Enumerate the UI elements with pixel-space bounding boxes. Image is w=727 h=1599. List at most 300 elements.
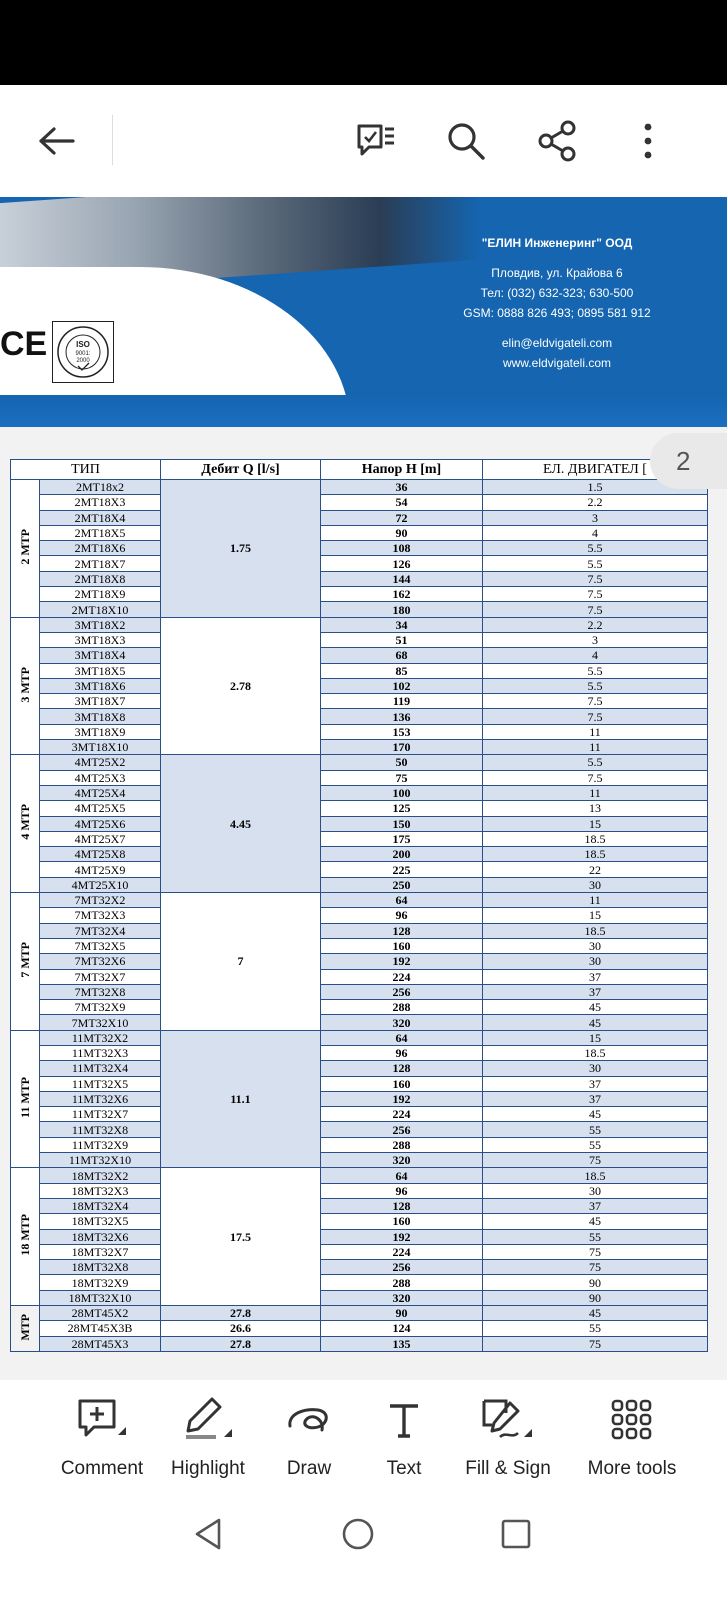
table-row [11,1168,708,1183]
motor-cell: 5.5 [483,755,708,770]
head-cell: 224 [321,969,483,984]
svg-text:2000: 2000 [76,358,90,364]
table-row [11,648,708,663]
table-row [11,1183,708,1198]
head-cell: 90 [321,1306,483,1321]
top-toolbar [0,85,727,197]
vertical-dots-icon[interactable] [630,115,666,167]
head-cell: 64 [321,1030,483,1045]
company-gsm: GSM: 0888 826 493; 0895 581 912 [463,306,651,320]
table-row [11,755,708,770]
more-tools-label: More tools [587,1458,677,1479]
flow-cell: 11.1 [161,1030,321,1168]
motor-cell: 45 [483,1306,708,1321]
type-cell: 2MT18X4 [40,510,161,525]
flow-cell: 2.78 [161,617,321,755]
head-cell: 128 [321,1061,483,1076]
arrow-left-icon[interactable] [30,115,82,167]
company-address: Пловдив, ул. Крайова 6 [491,266,623,280]
type-cell: 11MT32X4 [40,1061,161,1076]
table-row [11,1290,708,1305]
motor-cell: 30 [483,938,708,953]
series-label [11,1306,40,1352]
head-cell: 225 [321,862,483,877]
table-row [11,495,708,510]
head-cell: 96 [321,1183,483,1198]
series-label-text: 4 MTP [18,804,32,841]
head-cell: 256 [321,1122,483,1137]
head-cell: 136 [321,709,483,724]
type-cell: 18MT32X9 [40,1275,161,1290]
type-cell: 2MT18X3 [40,495,161,510]
motor-cell: 3 [483,632,708,647]
table-row [11,587,708,602]
table-row [11,1076,708,1091]
motor-cell: 55 [483,1321,708,1336]
table-row [11,1336,708,1351]
ce-mark: CE [0,325,48,363]
table-row [11,556,708,571]
type-cell: 18MT32X10 [40,1290,161,1305]
head-cell: 224 [321,1107,483,1122]
bottom-tools-bar [0,1380,727,1500]
type-cell: 2MT18x2 [40,480,161,495]
type-cell: 18MT32X4 [40,1198,161,1213]
head-cell: 153 [321,724,483,739]
type-cell: 11MT32X5 [40,1076,161,1091]
document-header-banner [0,197,727,427]
type-cell: 11MT32X3 [40,1045,161,1060]
motor-cell: 45 [483,1214,708,1229]
head-cell: 125 [321,801,483,816]
type-cell: 28MT45X3B [40,1321,161,1336]
type-cell: 3MT18X7 [40,694,161,709]
motor-cell: 37 [483,984,708,999]
type-cell: 11MT32X6 [40,1091,161,1106]
head-cell: 126 [321,556,483,571]
table-row [11,740,708,755]
motor-cell: 30 [483,954,708,969]
motor-cell: 11 [483,785,708,800]
text-t-icon [348,1390,460,1450]
table-row [11,1091,708,1106]
nav-home-icon[interactable] [336,1512,380,1556]
type-cell: 7MT32X7 [40,969,161,984]
toolbar-divider [112,115,113,165]
series-label [11,1030,40,1168]
head-cell: 85 [321,663,483,678]
grid-dots-icon [566,1390,698,1450]
type-cell: 2MT18X5 [40,525,161,540]
type-cell: 11MT32X2 [40,1030,161,1045]
type-cell: 7MT32X5 [40,938,161,953]
table-row [11,984,708,999]
motor-cell: 7.5 [483,587,708,602]
type-cell: 4MT25X3 [40,770,161,785]
table-row [11,480,708,495]
motor-cell: 37 [483,1198,708,1213]
head-cell: 192 [321,954,483,969]
head-cell: 160 [321,938,483,953]
table-row [11,1045,708,1060]
motor-cell: 5.5 [483,678,708,693]
series-label-text: MTP [18,1313,32,1341]
flow-cell: 27.8 [161,1306,321,1321]
flow-cell: 4.45 [161,755,321,893]
head-cell: 288 [321,1137,483,1152]
type-cell: 7MT32X3 [40,908,161,923]
type-cell: 11MT32X10 [40,1153,161,1168]
series-label [11,755,40,893]
motor-cell: 5.5 [483,556,708,571]
motor-cell: 18.5 [483,923,708,938]
pdf-viewport[interactable] [0,197,727,1380]
motor-cell: 75 [483,1153,708,1168]
type-cell: 7MT32X2 [40,893,161,908]
table-row [11,1107,708,1122]
table-row [11,617,708,632]
type-cell: 4MT25X4 [40,785,161,800]
pump-spec-table [10,459,708,1352]
text-tool[interactable] [348,1390,460,1480]
motor-cell: 45 [483,1000,708,1015]
head-cell: 36 [321,480,483,495]
motor-cell: 11 [483,740,708,755]
head-cell: 175 [321,831,483,846]
motor-cell: 90 [483,1290,708,1305]
motor-cell: 18.5 [483,847,708,862]
head-cell: 224 [321,1244,483,1259]
head-cell: 51 [321,632,483,647]
fill-sign-tool-label: Fill & Sign [465,1458,551,1479]
head-cell: 68 [321,648,483,663]
type-cell: 4MT25X2 [40,755,161,770]
head-cell: 256 [321,984,483,999]
company-info [447,233,667,373]
motor-cell: 55 [483,1137,708,1152]
motor-cell: 2.2 [483,617,708,632]
table-row [11,770,708,785]
col-header-head: Напор H [m] [321,460,483,480]
type-cell: 18MT32X6 [40,1229,161,1244]
table-row [11,877,708,892]
table-row [11,831,708,846]
motor-cell: 45 [483,1107,708,1122]
flow-cell: 7 [161,893,321,1031]
head-cell: 54 [321,495,483,510]
type-cell: 3MT18X10 [40,740,161,755]
head-cell: 160 [321,1214,483,1229]
motor-cell: 2.2 [483,495,708,510]
table-row [11,1321,708,1336]
table-row [11,1000,708,1015]
type-cell: 28MT45X3 [40,1336,161,1351]
motor-cell: 15 [483,908,708,923]
head-cell: 102 [321,678,483,693]
head-cell: 192 [321,1091,483,1106]
motor-cell: 3 [483,510,708,525]
share-icon[interactable] [532,115,584,167]
motor-cell: 15 [483,1030,708,1045]
series-label [11,1168,40,1306]
table-row [11,1306,708,1321]
header-bottom-band [0,395,727,427]
highlight-tool[interactable] [152,1390,264,1480]
nav-recents-icon[interactable] [494,1512,538,1556]
svg-text:9001:: 9001: [75,351,91,357]
col-header-flow: Дебит Q [l/s] [161,460,321,480]
series-label [11,480,40,618]
comment-tool[interactable] [46,1390,158,1480]
motor-cell: 4 [483,648,708,663]
series-label [11,893,40,1031]
table-row [11,663,708,678]
draw-tool-label: Draw [286,1458,332,1479]
table-row [11,785,708,800]
head-cell: 34 [321,617,483,632]
table-row [11,1198,708,1213]
motor-cell: 45 [483,1015,708,1030]
highlighter-icon [152,1390,264,1450]
flow-cell: 17.5 [161,1168,321,1306]
fill-sign-tool[interactable] [452,1390,564,1480]
series-label-text: 11 MTP [18,1077,32,1119]
company-phone: Тел: (032) 632-323; 630-500 [480,286,634,300]
head-cell: 96 [321,908,483,923]
text-tool-label: Text [386,1458,422,1479]
table-row [11,1137,708,1152]
table-row [11,893,708,908]
type-cell: 7MT32X9 [40,1000,161,1015]
series-label-text: 18 MTP [18,1214,32,1257]
head-cell: 288 [321,1275,483,1290]
head-cell: 320 [321,1290,483,1305]
nav-back-icon[interactable] [186,1512,230,1556]
motor-cell: 7.5 [483,571,708,586]
head-cell: 64 [321,893,483,908]
flow-cell: 1.75 [161,480,321,618]
head-cell: 128 [321,923,483,938]
highlight-tool-label: Highlight [171,1458,245,1479]
motor-cell: 5.5 [483,541,708,556]
motor-cell: 55 [483,1122,708,1137]
head-cell: 96 [321,1045,483,1060]
table-row [11,938,708,953]
motor-cell: 15 [483,816,708,831]
head-cell: 90 [321,525,483,540]
motor-cell: 18.5 [483,831,708,846]
table-row [11,1153,708,1168]
type-cell: 3MT18X5 [40,663,161,678]
head-cell: 64 [321,1168,483,1183]
type-cell: 4MT25X7 [40,831,161,846]
head-cell: 135 [321,1336,483,1351]
head-cell: 100 [321,785,483,800]
head-cell: 250 [321,877,483,892]
table-row [11,969,708,984]
table-row [11,632,708,647]
type-cell: 28MT45X2 [40,1306,161,1321]
type-cell: 7MT32X6 [40,954,161,969]
motor-cell: 11 [483,724,708,739]
type-cell: 3MT18X9 [40,724,161,739]
motor-cell: 7.5 [483,709,708,724]
svg-text:ISO: ISO [76,340,90,349]
table-row [11,862,708,877]
table-row [11,1015,708,1030]
type-cell: 11MT32X8 [40,1122,161,1137]
page-number-indicator: 2 [650,433,727,489]
motor-cell: 30 [483,1183,708,1198]
head-cell: 288 [321,1000,483,1015]
iso-seal [52,321,114,383]
motor-cell: 4 [483,525,708,540]
table-row [11,1275,708,1290]
type-cell: 2MT18X7 [40,556,161,571]
type-cell: 18MT32X2 [40,1168,161,1183]
table-row [11,954,708,969]
motor-cell: 75 [483,1260,708,1275]
head-cell: 119 [321,694,483,709]
head-cell: 75 [321,770,483,785]
series-label-text: 7 MTP [18,942,32,978]
motor-cell: 30 [483,877,708,892]
type-cell: 4MT25X10 [40,877,161,892]
table-row [11,1244,708,1259]
table-row [11,1260,708,1275]
type-cell: 2MT18X9 [40,587,161,602]
col-header-motor: ЕЛ. ДВИГАТЕЛ [ [483,460,708,480]
head-cell: 128 [321,1198,483,1213]
table-row [11,541,708,556]
head-cell: 200 [321,847,483,862]
type-cell: 3MT18X8 [40,709,161,724]
pump-spec-table-wrap [10,459,707,1352]
head-cell: 192 [321,1229,483,1244]
type-cell: 3MT18X3 [40,632,161,647]
table-row [11,1061,708,1076]
motor-cell: 7.5 [483,602,708,617]
head-cell: 108 [321,541,483,556]
head-cell: 320 [321,1153,483,1168]
motor-cell: 1.5 [483,480,708,495]
table-header-row [11,460,708,480]
table-row [11,1214,708,1229]
table-row [11,801,708,816]
motor-cell: 7.5 [483,694,708,709]
head-cell: 50 [321,755,483,770]
table-row [11,525,708,540]
motor-cell: 5.5 [483,663,708,678]
table-row [11,602,708,617]
table-row [11,709,708,724]
type-cell: 4MT25X8 [40,847,161,862]
motor-cell: 90 [483,1275,708,1290]
motor-cell: 18.5 [483,1045,708,1060]
type-cell: 4MT25X9 [40,862,161,877]
head-cell: 162 [321,587,483,602]
motor-cell: 75 [483,1244,708,1259]
company-email[interactable]: elin@eldvigateli.com [501,336,613,350]
motor-cell: 55 [483,1229,708,1244]
type-cell: 4MT25X5 [40,801,161,816]
motor-cell: 11 [483,893,708,908]
table-row [11,847,708,862]
type-cell: 2MT18X10 [40,602,161,617]
table-row [11,510,708,525]
type-cell: 2MT18X8 [40,571,161,586]
company-name: "ЕЛИН Инженеринг" ООД [481,236,633,250]
table-row [11,1122,708,1137]
series-label-text: 3 MTP [18,666,32,703]
head-cell: 72 [321,510,483,525]
search-icon[interactable] [440,115,492,167]
motor-cell: 37 [483,1076,708,1091]
table-row [11,923,708,938]
head-cell: 160 [321,1076,483,1091]
table-row [11,1229,708,1244]
flow-cell: 27.8 [161,1336,321,1351]
table-row [11,678,708,693]
more-tools[interactable] [566,1390,698,1480]
type-cell: 7MT32X4 [40,923,161,938]
type-cell: 3MT18X4 [40,648,161,663]
table-row [11,908,708,923]
table-row [11,724,708,739]
type-cell: 7MT32X10 [40,1015,161,1030]
series-label-text: 2 MTP [18,529,32,565]
table-row [11,571,708,586]
motor-cell: 13 [483,801,708,816]
type-cell: 7MT32X8 [40,984,161,999]
comment-tool-label: Comment [60,1458,144,1479]
table-row [11,694,708,709]
type-cell: 2MT18X6 [40,541,161,556]
status-bar [0,0,727,85]
flow-cell: 26.6 [161,1321,321,1336]
table-row [11,1030,708,1045]
head-cell: 150 [321,816,483,831]
series-label [11,617,40,755]
head-cell: 144 [321,571,483,586]
system-nav-bar [0,1500,727,1599]
comments-list-icon[interactable] [350,115,402,167]
type-cell: 18MT32X5 [40,1214,161,1229]
type-cell: 11MT32X7 [40,1107,161,1122]
head-cell: 256 [321,1260,483,1275]
type-cell: 3MT18X2 [40,617,161,632]
type-cell: 18MT32X7 [40,1244,161,1259]
table-row [11,816,708,831]
company-web[interactable]: www.eldvigateli.com [502,356,612,370]
fill-sign-icon [452,1390,564,1450]
motor-cell: 37 [483,1091,708,1106]
type-cell: 4MT25X6 [40,816,161,831]
comment-add-icon [46,1390,158,1450]
motor-cell: 30 [483,1061,708,1076]
motor-cell: 18.5 [483,1168,708,1183]
motor-cell: 75 [483,1336,708,1351]
type-cell: 3MT18X6 [40,678,161,693]
type-cell: 18MT32X8 [40,1260,161,1275]
head-cell: 180 [321,602,483,617]
motor-cell: 22 [483,862,708,877]
type-cell: 11MT32X9 [40,1137,161,1152]
head-cell: 320 [321,1015,483,1030]
type-cell: 18MT32X3 [40,1183,161,1198]
head-cell: 124 [321,1321,483,1336]
col-header-type: ТИП [11,460,161,480]
